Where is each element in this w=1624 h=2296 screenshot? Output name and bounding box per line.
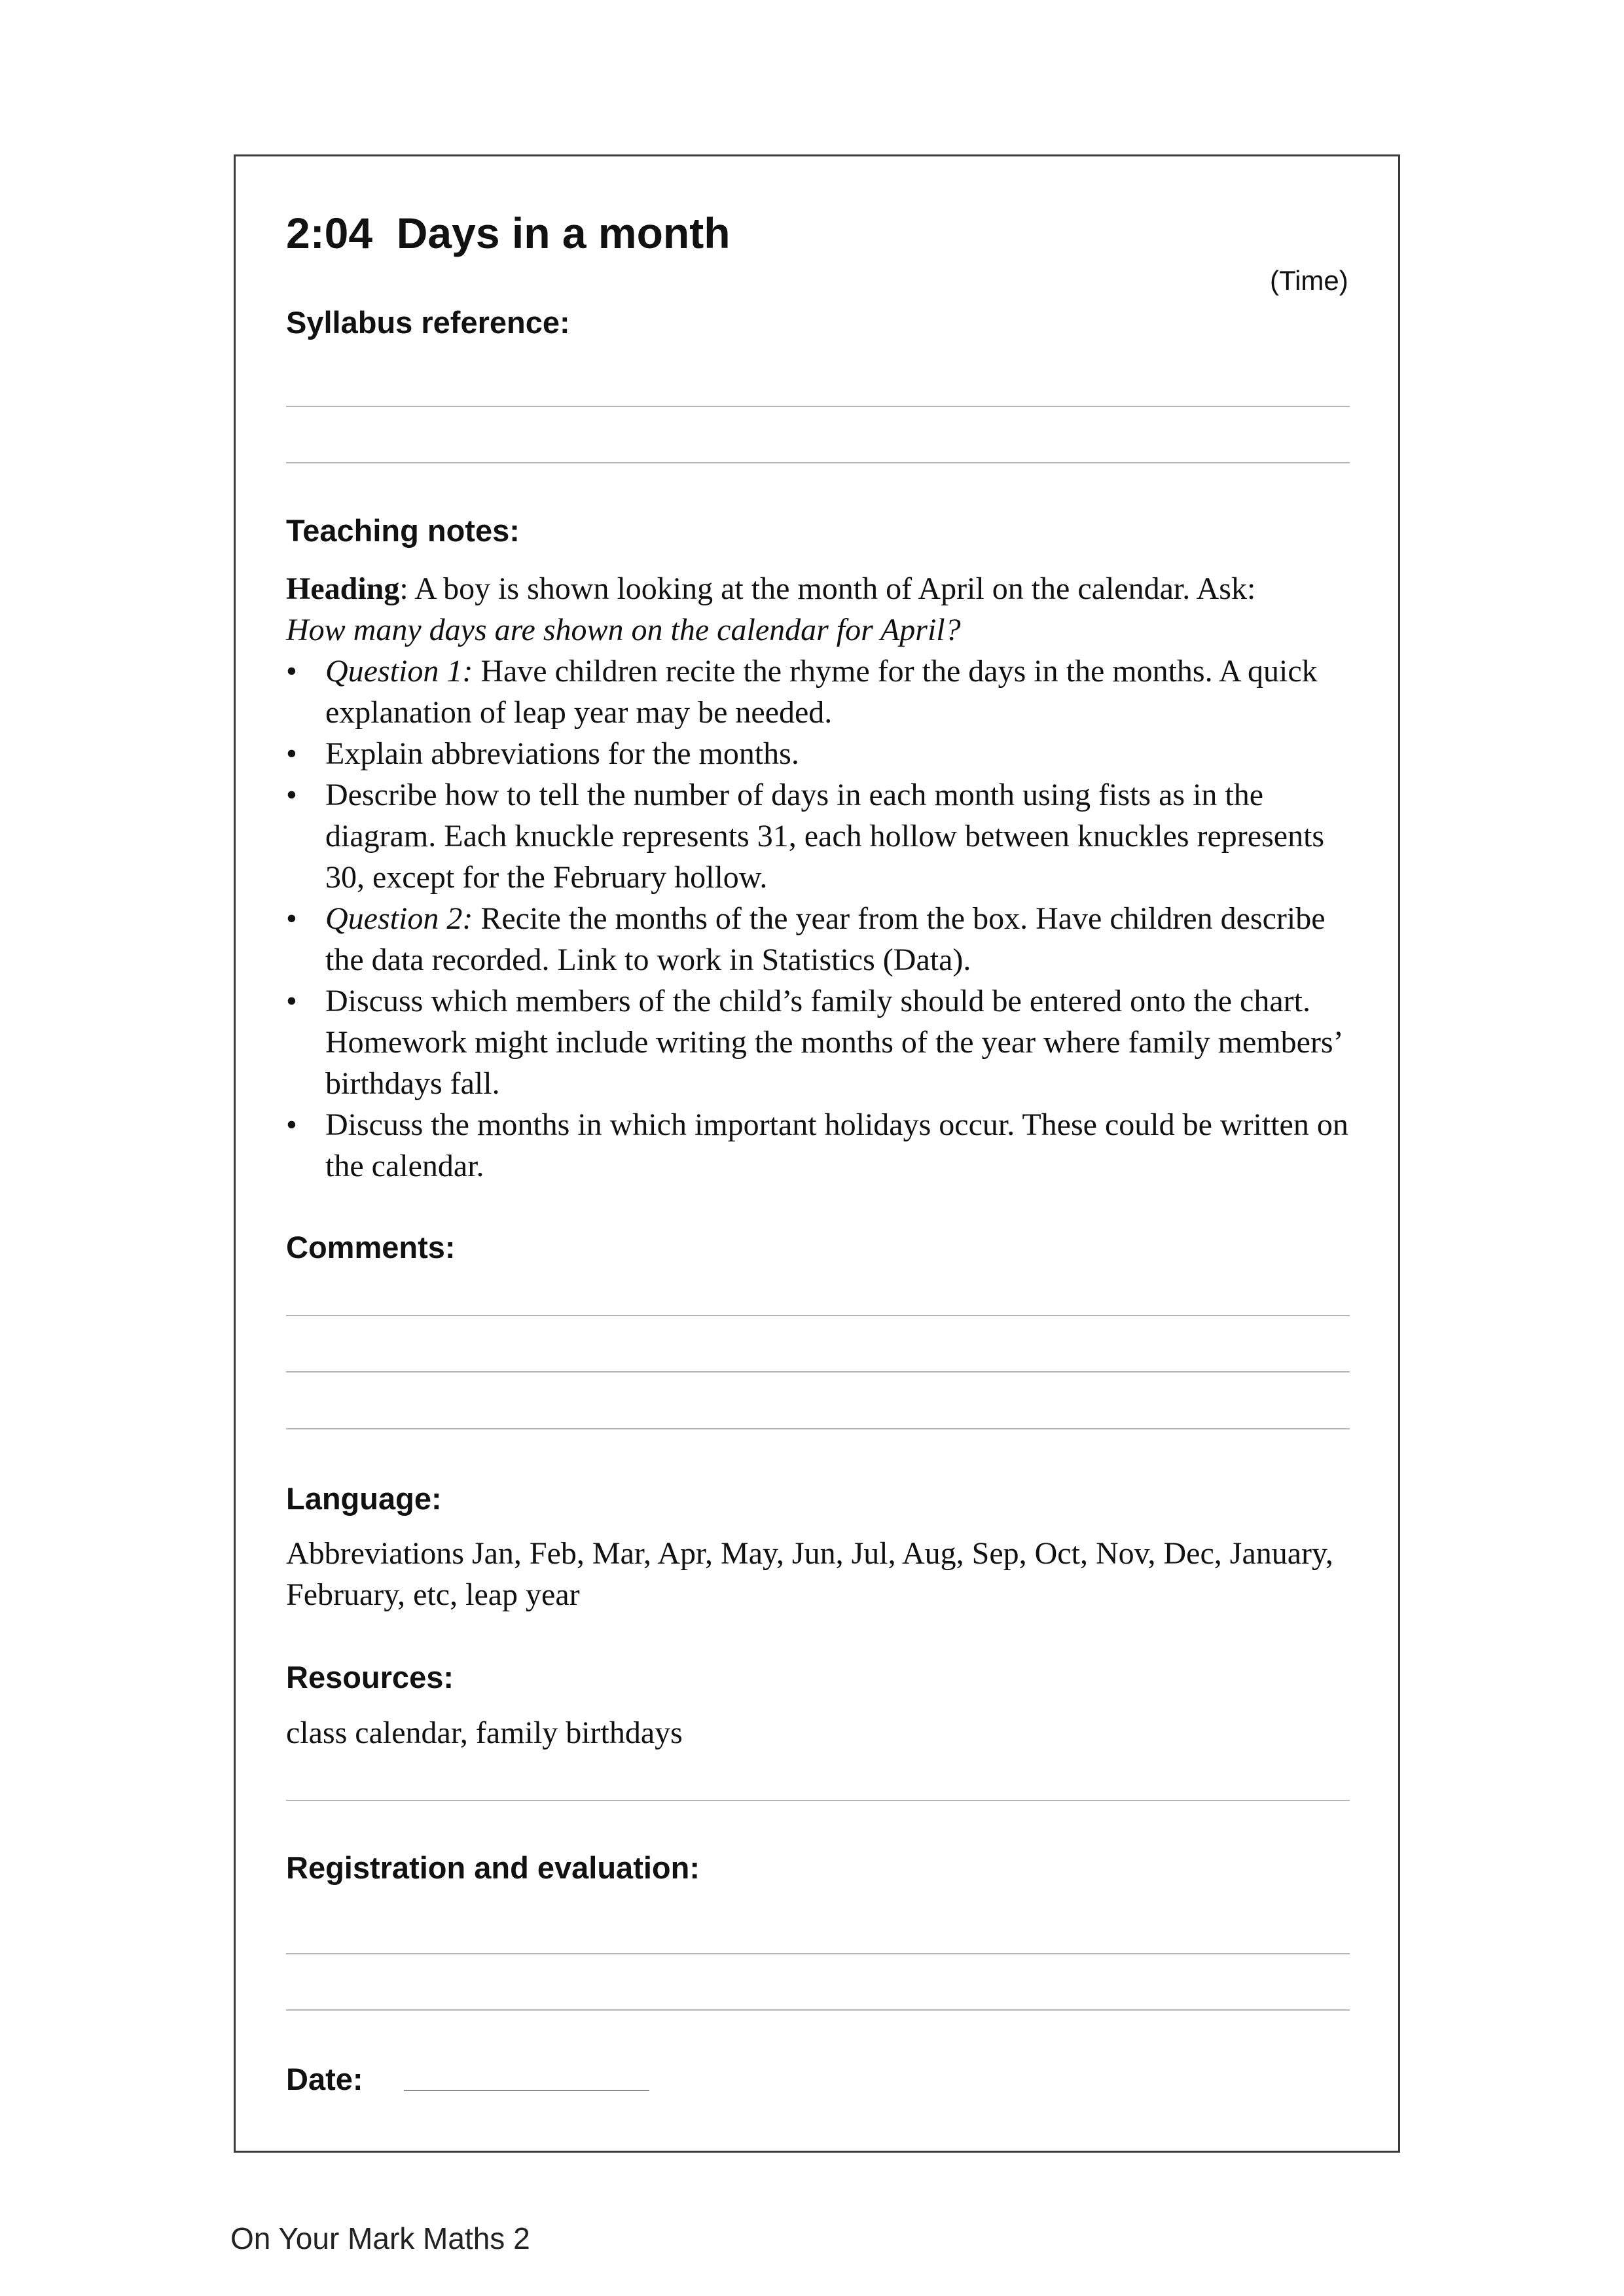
bullet-text: Discuss which members of the child’s family should be entered onto the chart. Homework might include writing the months of the year where family members’ birthdays fall. [325, 984, 1342, 1101]
heading-note-text: : A boy is shown looking at the month of April on the calendar. Ask: [399, 571, 1256, 606]
bullet-icon: • [286, 778, 297, 812]
comments-write-line-2 [286, 1371, 1350, 1372]
time-label: (Time) [1270, 265, 1348, 296]
heading-question-text: How many days are shown on the calendar for April? [286, 613, 961, 647]
date-label: Date: [286, 2062, 363, 2096]
comments-write-line-3 [286, 1428, 1350, 1429]
bullet-text: Have children recite the rhyme for the days in the months. A quick explanation of leap year may be needed. [325, 654, 1318, 730]
teaching-bullet [286, 980, 1360, 1104]
comments-write-line-1 [286, 1315, 1350, 1316]
syllabus-heading: Syllabus reference: [286, 305, 570, 340]
teaching-bullet [286, 1104, 1360, 1187]
bullet-text: Describe how to tell the number of days in each month using fists as in the diagram. Each knuckle represents 31, each hollow between knuckles represents 30, except for the February hollow. [325, 778, 1325, 895]
resources-heading: Resources: [286, 1660, 454, 1695]
bullet-text: Recite the months of the year from the box. Have children describe the data recorded. Link to work in Statistics (Data). [325, 901, 1326, 977]
teaching-bullet-list [286, 651, 1360, 1187]
heading-note-question [286, 609, 1360, 651]
bullet-icon: • [286, 654, 297, 689]
date-write-line [404, 2090, 649, 2091]
bullet-icon: • [286, 1107, 297, 1142]
language-text: Abbreviations Jan, Feb, Mar, Apr, May, Jun, Jul, Aug, Sep, Oct, Nov, Dec, January, February, etc, leap year [286, 1536, 1333, 1612]
teaching-notes-heading: Teaching notes: [286, 513, 520, 548]
heading-note-label: Heading [286, 571, 400, 606]
syllabus-write-line-1 [286, 406, 1350, 407]
teaching-notes-body [286, 568, 1360, 1187]
bullet-text: Discuss the months in which important holidays occur. These could be written on the calendar. [325, 1107, 1348, 1183]
bullet-icon: • [286, 901, 297, 936]
registration-write-line-1 [286, 1953, 1350, 1954]
teaching-bullet [286, 774, 1360, 898]
resources-text: class calendar, family birthdays [286, 1715, 683, 1750]
registration-heading: Registration and evaluation: [286, 1850, 700, 1885]
teaching-bullet [286, 898, 1360, 980]
registration-write-line-2 [286, 2009, 1350, 2011]
bullet-icon: • [286, 984, 297, 1018]
footer-book-title: On Your Mark Maths 2 [230, 2221, 530, 2255]
language-heading: Language: [286, 1481, 442, 1516]
teaching-bullet [286, 651, 1360, 733]
bullet-text: Explain abbreviations for the months. [325, 736, 799, 771]
page-title: 2:04 Days in a month [286, 209, 731, 257]
comments-heading: Comments: [286, 1230, 456, 1265]
bullet-emphasis: Question 1: [325, 654, 473, 689]
syllabus-write-line-2 [286, 462, 1350, 463]
resources-write-line [286, 1800, 1350, 1801]
bullet-emphasis: Question 2: [325, 901, 473, 936]
teaching-bullet [286, 733, 1360, 774]
heading-note [286, 568, 1360, 609]
bullet-icon: • [286, 736, 297, 771]
